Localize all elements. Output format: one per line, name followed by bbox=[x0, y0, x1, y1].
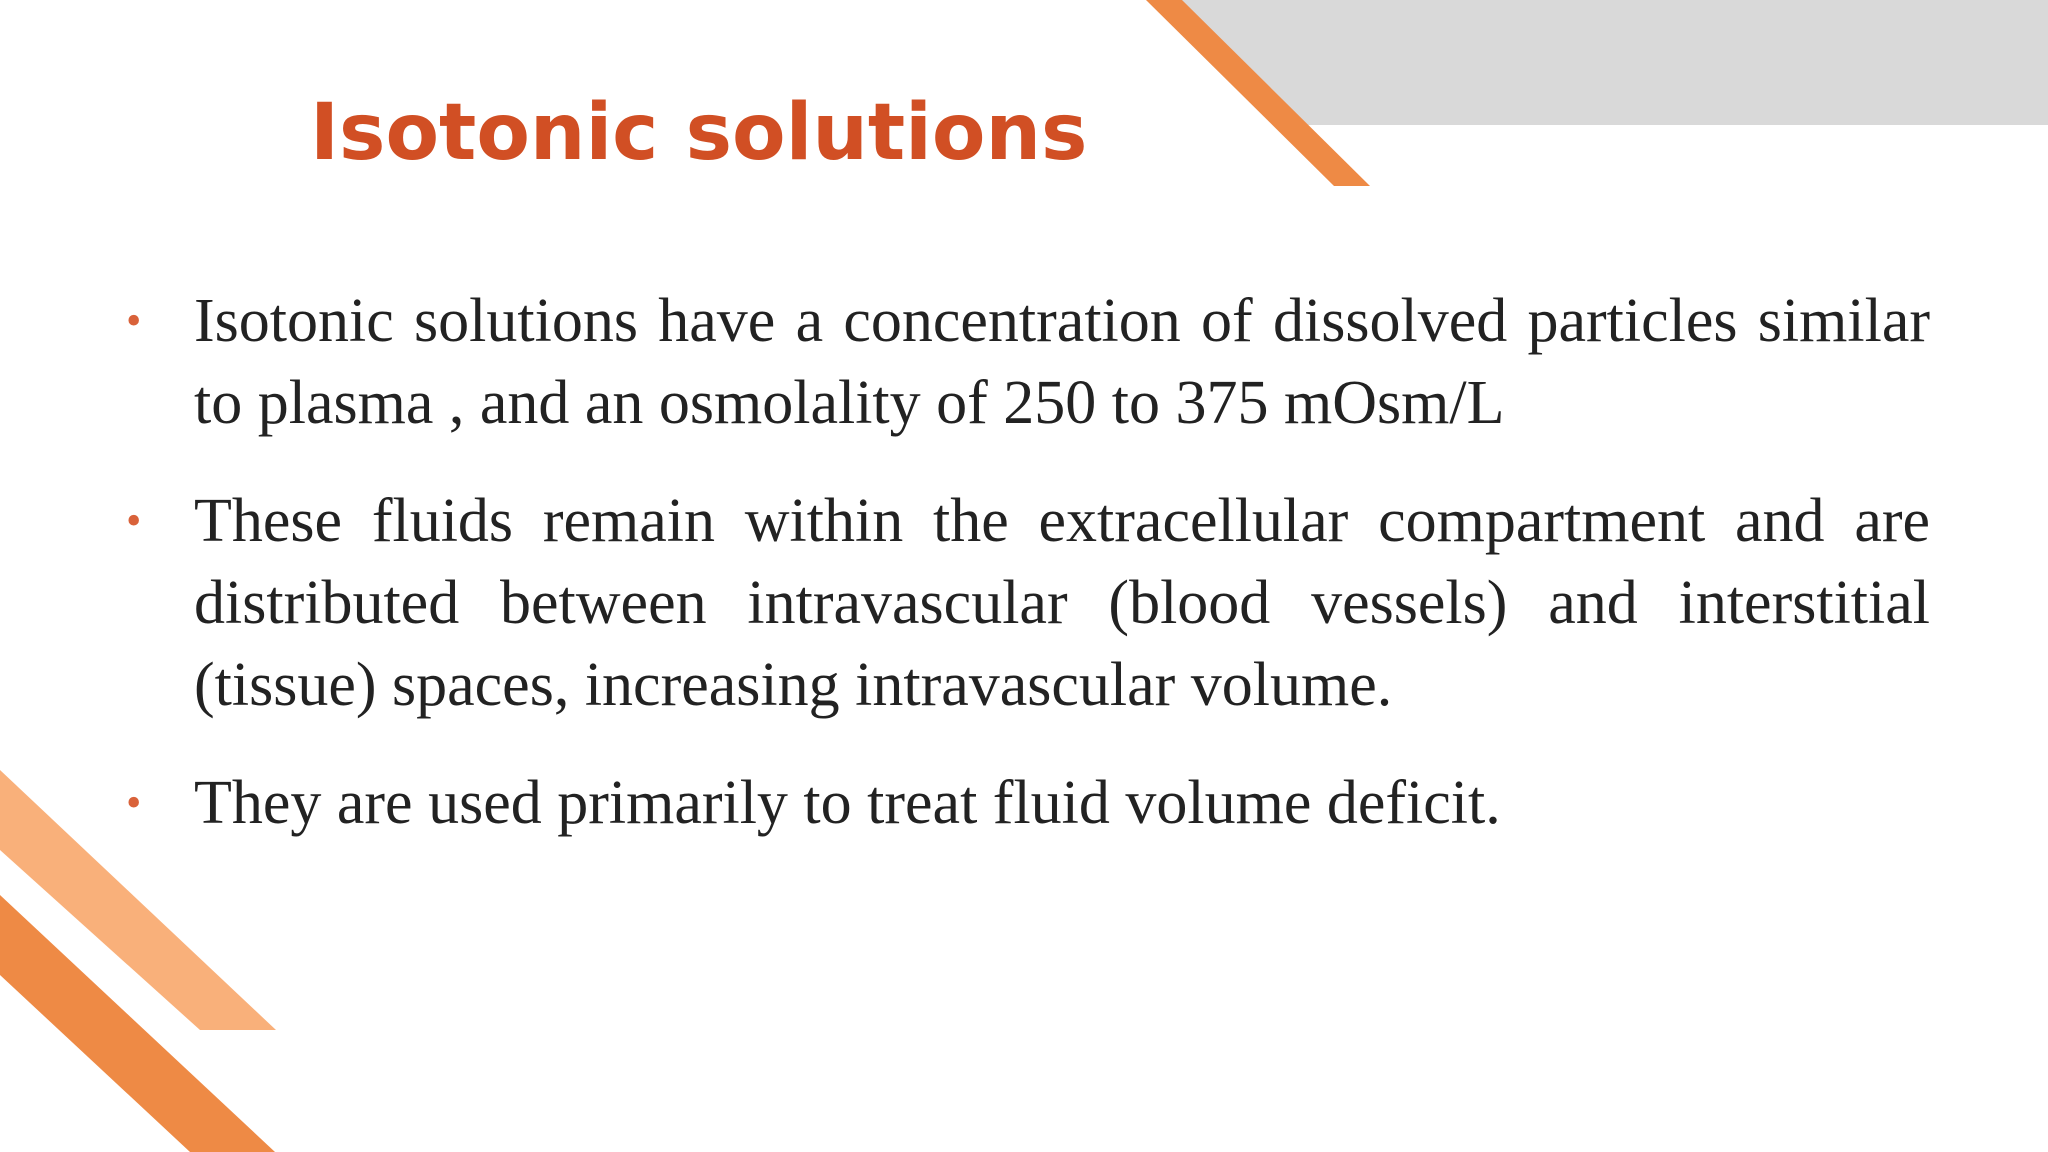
bullet-text: Isotonic solutions have a concentration of dissolved particles similar to plasma , and an osmolality of 250 to 375 mOsm/L bbox=[194, 287, 1930, 437]
bullet-item bbox=[126, 480, 1930, 726]
bullet-dot-icon: • bbox=[126, 296, 142, 345]
bullet-dot-icon: • bbox=[126, 496, 142, 545]
bullet-dot-icon: • bbox=[126, 778, 142, 827]
bullet-list bbox=[126, 280, 1930, 880]
bullet-item bbox=[126, 280, 1930, 444]
bullet-text: These fluids remain within the extracellular compartment and are distributed between intravascular (blood vessels) and interstitial (tissue) spaces, increasing intravascular volume. bbox=[194, 487, 1930, 719]
bullet-item bbox=[126, 762, 1930, 844]
bullet-text: They are used primarily to treat fluid volume deficit. bbox=[194, 769, 1501, 837]
top-gray-band bbox=[1180, 0, 2048, 125]
slide-title: Isotonic solutions bbox=[310, 88, 1088, 178]
